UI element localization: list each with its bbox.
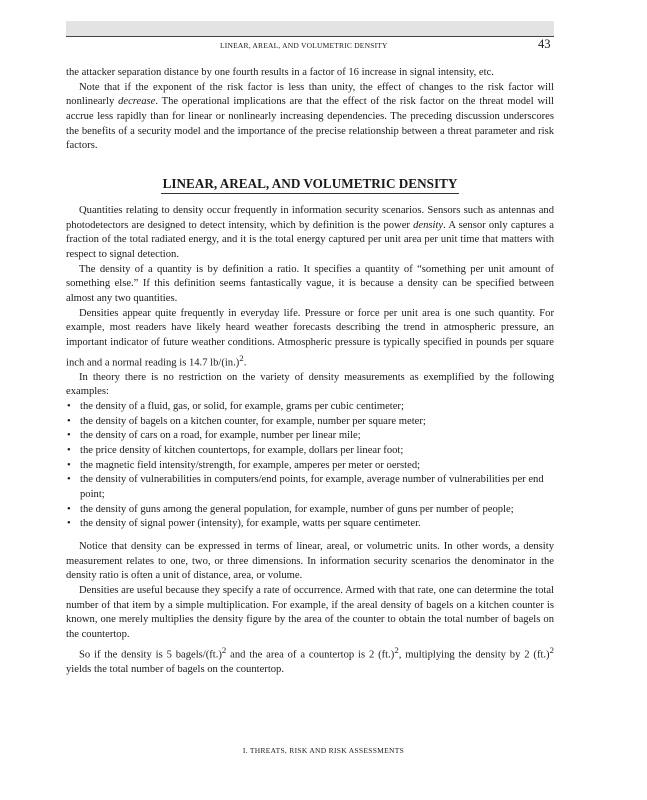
paragraph: Quantities relating to density occur frequently in information security scenarios. Sensors such as antennas and photodetectors are designed to detect intensity, which by definition is the power density. A sensor only captures a fraction of the total radiated energy, and it is the total energy captured per unit area per unit time that matters with respect to signal detection. — [66, 204, 554, 260]
section-title: LINEAR, AREAL, AND VOLUMETRIC DENSITY — [66, 176, 554, 192]
paragraph: Densities appear quite frequently in everyday life. Pressure or force per unit area is one such quantity. For example, most readers have likely heard weather forecasts describing the trend in atmospheric pressure, an important indicator of future weather conditions. Atmospheric pressure is typically specified in pounds per square inch and a normal reading is 14.7 $lb/(in.)^2$. — [66, 307, 554, 369]
paragraph: In theory there is no restriction on the variety of density measurements as exemplified by the following examples: — [66, 371, 554, 398]
paragraph: The density of a quantity is by definition a ratio. It specifies a quantity of “something per unit amount of something else.” If this definition seems fantastically vague, it is because a density can be specified between almost any two quantities. — [66, 263, 554, 304]
list-item: • the density of vulnerabilities in computers/end points, for example, average number of vulnerabilities per end point; — [66, 473, 554, 502]
paragraph: the attacker separation distance by one fourth results in a factor of 16 increase in signal intensity, etc. — [66, 67, 494, 78]
paragraph: Densities are useful because they specify a rate of occurrence. Armed with that rate, one can determine the total number of that item by a simple multiplication. For example, if the areal density of bagels on a kitchen counter is known, one merely multiplies the density figure by the area of the counter to obtain the total number of bagels on the countertop. — [66, 584, 554, 640]
list-item: • the density of guns among the general population, for example, number of guns per number of people; — [66, 503, 554, 518]
list-item: • the density of signal power (intensity), for example, watts per square centimeter. — [66, 517, 554, 532]
list-item: • the density of bagels on a kitchen counter, for example, number per square meter; — [66, 415, 554, 430]
paragraph: Note that if the exponent of the risk factor is less than unity, the effect of changes to the risk factor will nonlinearly decrease. The operational implications are that the effect of the risk factor on the threat model will accrue less rapidly than for linear or nonlinearly increasing dependencies. The preceding discussion underscores the benefits of a security model and the importance of the precise relationship between a threat parameter and risk factors. — [66, 81, 555, 152]
paragraph: Notice that density can be expressed in terms of linear, areal, or volumetric units. In other words, a density measurement relates to one, two, or three dimensions. In information security scenarios the denominator in the density ratio is often a unit of distance, area, or volume. — [66, 540, 554, 582]
example-list — [66, 400, 554, 532]
header-rule — [66, 36, 554, 37]
footer: I. THREATS, RISK AND RISK ASSESSMENTS — [242, 746, 405, 755]
list-item: • the density of cars on a road, for example, number per linear mile; — [66, 429, 554, 444]
page-number: 43 — [538, 37, 551, 51]
header-bar — [66, 21, 554, 36]
running-head: LINEAR, AREAL, AND VOLUMETRIC DENSITY — [220, 41, 388, 50]
paragraph: So if the density is 5 bagels/$(ft.)^2$ and the area of a countertop is 2 $(ft.)^2$, multiplying the density by 2 $(ft.)^2$ yields the total number of bagels on the countertop. — [66, 644, 555, 675]
list-item: • the price density of kitchen countertops, for example, dollars per linear foot; — [66, 444, 554, 459]
list-item: • the magnetic field intensity/strength, for example, amperes per meter or oersted; — [66, 459, 554, 474]
page-body — [66, 66, 554, 677]
list-item: • the density of a fluid, gas, or solid, for example, grams per cubic centimeter; — [66, 400, 554, 415]
